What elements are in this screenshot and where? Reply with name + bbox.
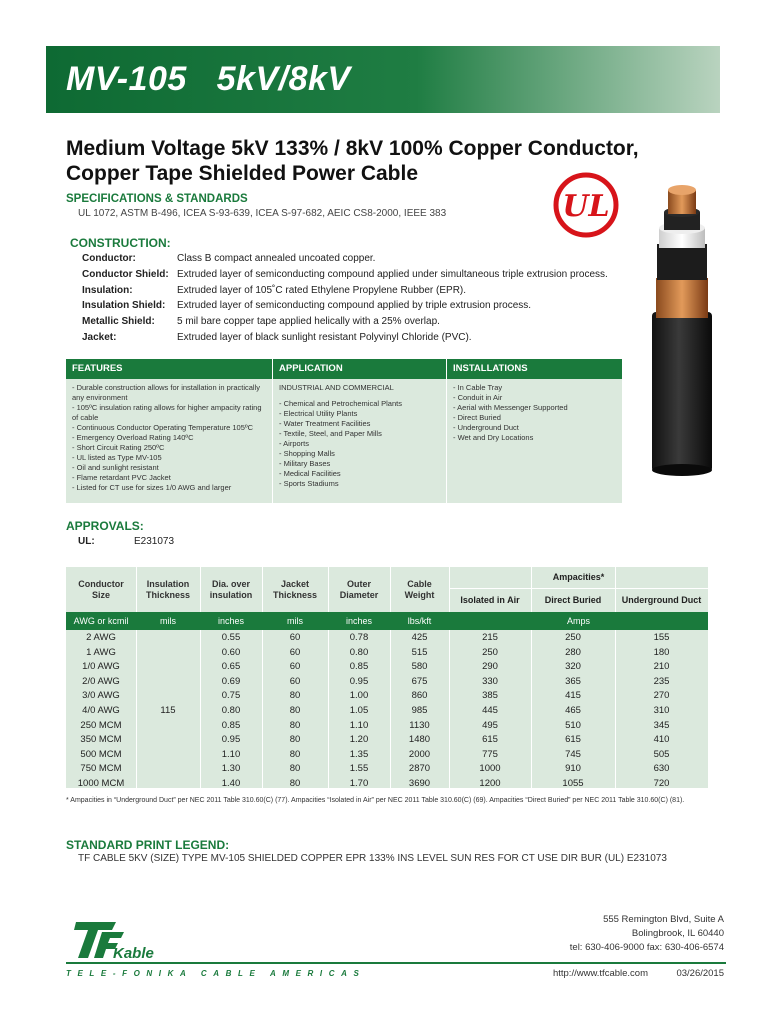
list-item: any environment bbox=[72, 393, 128, 402]
list-item: - Conduit in Air bbox=[453, 393, 503, 402]
table-cell: 445 bbox=[482, 705, 498, 716]
list-item: - Short Circuit Rating 250ºC bbox=[72, 443, 165, 452]
features-list bbox=[66, 379, 272, 497]
legend-heading: STANDARD PRINT LEGEND: bbox=[66, 838, 230, 852]
list-item: - Sports Stadiums bbox=[279, 479, 339, 488]
table-cell: 2/0 AWG bbox=[82, 675, 120, 687]
table-cell: 775 bbox=[482, 748, 498, 760]
table-cell: 80 bbox=[289, 778, 301, 789]
table-cell: 270 bbox=[653, 690, 670, 702]
table-cell: 0.65 bbox=[221, 661, 241, 673]
table-cell: 720 bbox=[653, 778, 670, 789]
headline-line-2: Copper Tape Shielded Power Cable bbox=[66, 162, 419, 185]
table-cell: 0.95 bbox=[221, 734, 241, 746]
table-cell: 250 bbox=[482, 646, 498, 658]
unit-label: inches bbox=[217, 616, 244, 626]
table-cell: 750 MCM bbox=[80, 763, 122, 775]
table-cell: 1000 bbox=[479, 763, 501, 775]
headline-line-1: Medium Voltage 5kV 133% / 8kV 100% Copper Conductor, bbox=[66, 137, 639, 160]
table-cell: 3690 bbox=[408, 778, 431, 789]
table-cell: 290 bbox=[482, 661, 498, 673]
table-cell: 2870 bbox=[408, 763, 431, 775]
column-header: Outer Diameter bbox=[339, 578, 379, 600]
table-cell: 0.69 bbox=[221, 675, 241, 687]
table-cell: 235 bbox=[653, 675, 670, 687]
column-header: Dia. over insulation bbox=[209, 578, 253, 600]
document-date: 03/26/2015 bbox=[676, 968, 724, 979]
column-header: Cable Weight bbox=[404, 578, 435, 600]
table-cell: 180 bbox=[653, 646, 670, 658]
table-cell: 0.55 bbox=[221, 632, 241, 643]
list-item: of cable bbox=[72, 413, 99, 422]
application-column bbox=[273, 359, 446, 503]
table-cell: 1.10 bbox=[221, 748, 241, 760]
construction-label: Conductor Shield: bbox=[82, 269, 169, 280]
list-item: - In Cable Tray bbox=[453, 383, 503, 392]
list-item: - Underground Duct bbox=[453, 423, 519, 432]
table-cell: 80 bbox=[289, 734, 301, 746]
list-item: - Airports bbox=[279, 439, 310, 448]
table-cell: 1480 bbox=[408, 734, 431, 746]
unit-label: AWG or kcmil bbox=[73, 616, 129, 626]
product-title: MV-105 5kV/8kV bbox=[66, 60, 351, 98]
construction-value: 5 mil bare copper tape applied helically with a 25% overlap. bbox=[177, 316, 440, 327]
table-cell: 4/0 AWG bbox=[82, 705, 120, 716]
table-cell: 320 bbox=[565, 661, 581, 673]
table-cell: 0.78 bbox=[349, 632, 369, 643]
ampacity-subheader: Underground Duct bbox=[621, 595, 702, 605]
table-cell: 250 bbox=[565, 632, 581, 643]
features-heading: FEATURES bbox=[66, 359, 272, 379]
table-cell: 0.95 bbox=[349, 675, 369, 687]
table-cell: 80 bbox=[289, 719, 301, 731]
table-cell: 350 MCM bbox=[80, 734, 122, 746]
table-cell: 515 bbox=[411, 646, 428, 658]
table-cell: 465 bbox=[565, 705, 581, 716]
column-header: Insulation Thickness bbox=[145, 578, 191, 600]
table-cell: 80 bbox=[289, 705, 301, 716]
table-cell: 1.70 bbox=[349, 778, 369, 789]
spec-table bbox=[66, 567, 708, 788]
table-cell: 310 bbox=[653, 705, 670, 716]
table-cell: 280 bbox=[565, 646, 581, 658]
table-cell: 0.85 bbox=[349, 661, 369, 673]
table-cell: 0.80 bbox=[349, 646, 369, 658]
unit-label: inches bbox=[345, 616, 372, 626]
table-cell: 330 bbox=[482, 675, 498, 687]
table-cell: 210 bbox=[653, 661, 670, 673]
table-cell: 1.30 bbox=[221, 763, 241, 775]
features-panel bbox=[66, 359, 622, 503]
construction-value: Extruded layer of black sunlight resistant Polyvinyl Chloride (PVC). bbox=[177, 332, 472, 343]
ampacity-subheader: Direct Buried bbox=[544, 595, 602, 605]
insulation-thickness-cell: 115 bbox=[160, 705, 176, 716]
list-item: - Medical Facilities bbox=[279, 469, 341, 478]
table-cell: 385 bbox=[482, 690, 498, 702]
list-item: - Wet and Dry Locations bbox=[453, 433, 534, 442]
table-cell: 860 bbox=[411, 690, 428, 702]
company-tagline: TELE-FONIKA CABLE AMERICAS bbox=[66, 969, 366, 978]
list-item: - Military Bases bbox=[279, 459, 331, 468]
footer-divider bbox=[66, 962, 726, 964]
table-cell: 675 bbox=[411, 675, 428, 687]
table-cell: 1 AWG bbox=[86, 646, 116, 658]
table-cell: 2 AWG bbox=[86, 632, 116, 643]
table-cell: 415 bbox=[565, 690, 581, 702]
cable-cross-section-image bbox=[650, 182, 714, 478]
tf-kable-logo-icon bbox=[66, 918, 156, 962]
unit-label: mils bbox=[287, 616, 303, 626]
approvals-heading: APPROVALS: bbox=[66, 519, 144, 533]
unit-label: lbs/kft bbox=[407, 616, 432, 626]
list-item: - Textile, Steel, and Paper Mills bbox=[279, 429, 382, 438]
table-cell: 0.75 bbox=[221, 690, 241, 702]
table-cell: 410 bbox=[653, 734, 670, 746]
list-item: - Continuous Conductor Operating Temperature 105ºC bbox=[72, 423, 254, 432]
table-cell: 1/0 AWG bbox=[82, 661, 120, 673]
installations-heading: INSTALLATIONS bbox=[447, 359, 622, 379]
list-item: - UL listed as Type MV-105 bbox=[72, 453, 162, 462]
application-heading: APPLICATION bbox=[273, 359, 446, 379]
table-cell: 1.55 bbox=[349, 763, 369, 775]
installations-column bbox=[447, 359, 622, 503]
table-cell: 910 bbox=[565, 763, 581, 775]
website-link[interactable]: http://www.tfcable.com bbox=[552, 968, 648, 979]
table-cell: 3/0 AWG bbox=[82, 690, 120, 702]
phone-fax: tel: 630-406-9000 fax: 630-406-6574 bbox=[569, 942, 724, 953]
table-cell: 1.35 bbox=[349, 748, 369, 760]
features-column bbox=[66, 359, 272, 503]
table-cell: 510 bbox=[565, 719, 581, 731]
address-line-1: 555 Remington Blvd, Suite A bbox=[603, 914, 724, 925]
table-cell: 365 bbox=[565, 675, 581, 687]
table-cell: 215 bbox=[482, 632, 498, 643]
construction-label: Metallic Shield: bbox=[82, 316, 155, 327]
construction-value: Extruded layer of semiconducting compound applied by triple extrusion process. bbox=[177, 300, 532, 311]
construction-label: Conductor: bbox=[82, 253, 136, 264]
legend-text: TF CABLE 5KV (SIZE) TYPE MV-105 SHIELDED COPPER EPR 133% INS LEVEL SUN RES FOR CT USE DIR BUR (UL) E231073 bbox=[78, 853, 667, 864]
unit-label: Amps bbox=[566, 616, 590, 626]
table-cell: 500 MCM bbox=[80, 748, 122, 760]
table-cell: 250 MCM bbox=[80, 719, 122, 731]
table-cell: 745 bbox=[565, 748, 581, 760]
table-cell: 425 bbox=[411, 632, 428, 643]
units-row bbox=[66, 612, 708, 630]
table-cell: 80 bbox=[289, 690, 301, 702]
table-cell: 630 bbox=[653, 763, 670, 775]
list-item: - Durable construction allows for installation in practically bbox=[72, 383, 260, 392]
ul-logo-text: UL bbox=[562, 189, 610, 224]
table-cell: 1.40 bbox=[221, 778, 241, 789]
address-line-2: Bolingbrook, IL 60440 bbox=[631, 928, 724, 939]
table-cell: 1.10 bbox=[349, 719, 369, 731]
ul-label: UL: bbox=[78, 536, 95, 547]
specs-heading: SPECIFICATIONS & STANDARDS bbox=[66, 193, 248, 205]
ampacity-footnote: * Ampacities in “Underground Duct” per NEC 2011 Table 310.60(C) (77). Ampacities “Isolated in Air” per NEC 2011 Table 310.60(C) (69). Ampacities “Direct Buried” per NEC 2011 Table 310.60(C) (81). bbox=[66, 797, 685, 804]
table-cell: 80 bbox=[289, 763, 301, 775]
construction-label: Insulation Shield: bbox=[82, 300, 166, 311]
table-cell: 615 bbox=[565, 734, 581, 746]
ul-file-number: E231073 bbox=[134, 536, 175, 547]
table-cell: 155 bbox=[653, 632, 670, 643]
application-subheading: INDUSTRIAL AND COMMERCIAL bbox=[279, 383, 394, 392]
table-cell: 0.60 bbox=[221, 646, 241, 658]
list-item: - Flame retardant PVC Jacket bbox=[72, 473, 171, 482]
list-item: - Aerial with Messenger Supported bbox=[453, 403, 568, 412]
construction-heading: CONSTRUCTION: bbox=[70, 236, 171, 250]
specs-text: UL 1072, ASTM B-496, ICEA S-93-639, ICEA S-97-682, AEIC CS8-2000, IEEE 383 bbox=[78, 208, 447, 219]
column-header: Conductor Size bbox=[78, 578, 124, 600]
logo-text: Kable bbox=[113, 945, 154, 962]
table-cell: 615 bbox=[482, 734, 498, 746]
table-cell: 0.80 bbox=[221, 705, 241, 716]
table-cell: 0.85 bbox=[221, 719, 241, 731]
list-item: - Electrical Utility Plants bbox=[279, 409, 358, 418]
table-cell: 80 bbox=[289, 748, 301, 760]
table-cell: 1130 bbox=[409, 719, 430, 731]
column-header: Jacket Thickness bbox=[272, 578, 318, 600]
table-cell: 1200 bbox=[479, 778, 501, 789]
list-item: - Oil and sunlight resistant bbox=[72, 463, 159, 472]
list-item: - Direct Buried bbox=[453, 413, 501, 422]
ampacities-header: Ampacities* bbox=[449, 567, 708, 589]
construction-value: Class B compact annealed uncoated copper. bbox=[177, 253, 376, 264]
list-item: - 105ºC insulation rating allows for higher ampacity rating bbox=[72, 403, 262, 412]
construction-value: Extruded layer of 105˚C rated Ethylene Propylene Rubber (EPR). bbox=[177, 285, 467, 296]
table-cell: 505 bbox=[653, 748, 670, 760]
table-cell: 60 bbox=[289, 646, 301, 658]
construction-label: Jacket: bbox=[82, 332, 117, 343]
list-item: - Water Treatment Facilities bbox=[279, 419, 371, 428]
table-cell: 1000 MCM bbox=[77, 778, 125, 789]
unit-label: mils bbox=[160, 616, 176, 626]
column-divider bbox=[136, 567, 137, 788]
table-cell: 580 bbox=[411, 661, 428, 673]
list-item: - Emergency Overload Rating 140ºC bbox=[72, 433, 194, 442]
table-cell: 495 bbox=[482, 719, 498, 731]
installations-list bbox=[447, 379, 622, 447]
table-cell: 985 bbox=[411, 705, 428, 716]
table-cell: 60 bbox=[289, 675, 301, 687]
construction-label: Insulation: bbox=[82, 285, 133, 296]
table-cell: 60 bbox=[289, 661, 301, 673]
table-cell: 2000 bbox=[408, 748, 431, 760]
list-item: - Listed for CT use for sizes 1/0 AWG and larger bbox=[72, 483, 232, 492]
list-item: - Chemical and Petrochemical Plants bbox=[279, 399, 402, 408]
table-cell: 1.05 bbox=[349, 705, 369, 716]
table-cell: 1.00 bbox=[349, 690, 369, 702]
table-cell: 1.20 bbox=[349, 734, 369, 746]
table-cell: 345 bbox=[653, 719, 670, 731]
construction-value: Extruded layer of semiconducting compound applied under simultaneous triple extrusion process. bbox=[177, 269, 608, 280]
application-list bbox=[273, 379, 446, 493]
table-cell: 1055 bbox=[562, 778, 584, 789]
ampacity-subheader: Isolated in Air bbox=[460, 595, 520, 605]
table-cell: 60 bbox=[289, 632, 301, 643]
ul-listed-icon bbox=[553, 172, 619, 238]
list-item: - Shopping Malls bbox=[279, 449, 335, 458]
